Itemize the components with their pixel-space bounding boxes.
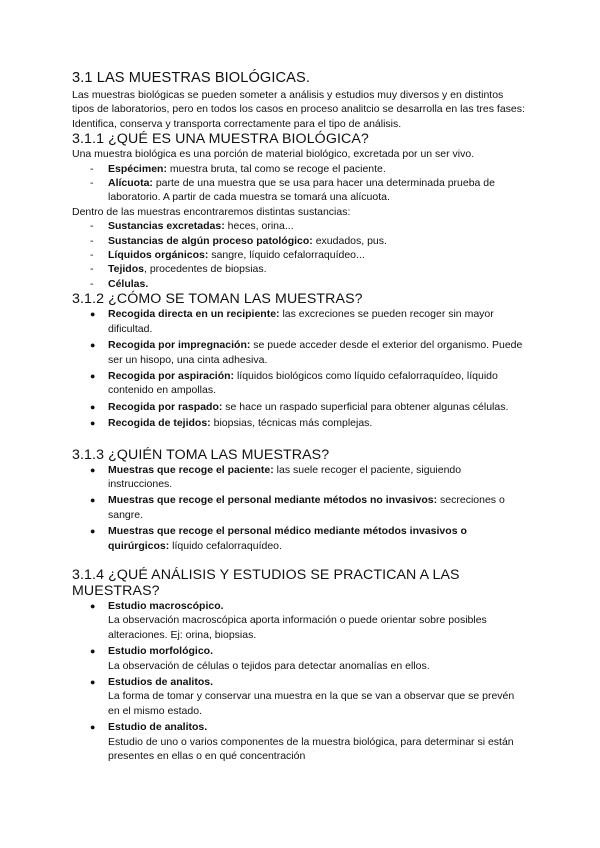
definition: líquido cefalorraquídeo. [169,539,282,552]
section-title-3-1: 3.1 LAS MUESTRAS BIOLÓGICAS. [72,70,310,86]
term: Alícuota: [108,177,153,190]
term: Recogida por raspado: [108,400,223,413]
definition: se puede acceder desde el exterior del organismo. Puede ser un hisopo, una cinta adhesiva. [108,339,523,366]
definition: parte de una muestra que se usa para hacer una determinada prueba de laboratorio. A partir de cada muestra se tomará una alícuota. [108,177,495,204]
bullet-icon: ● [90,646,96,657]
list-item [72,493,528,522]
list-item [72,162,528,176]
section-title-3-1-3: 3.1.3 ¿QUIÉN TOMA LAS MUESTRAS? [72,446,330,463]
dash-marker: - [90,177,94,190]
list-item [72,277,528,291]
list-item [72,416,528,430]
list-item [72,644,528,673]
document-page [72,70,528,765]
dash-marker: - [90,277,94,290]
term: Muestras que recoge el paciente: [108,463,274,476]
list-item [72,338,528,367]
definition: heces, orina... [224,220,294,233]
spacer [72,555,528,567]
bullet-icon: ● [90,677,96,687]
term: Líquidos orgánicos: [108,249,209,262]
definition: muestra bruta, tal como se recoge el paciente. [166,162,386,175]
definition: líquidos biológicos como líquido cefalorraquídeo, líquido contenido en ampollas. [108,369,498,397]
list-item [72,463,528,492]
definition: las excreciones se pueden recoger sin mayor dificultad. [108,308,494,335]
section-title-3-1-1: 3.1.1 ¿QUÉ ES UNA MUESTRA BIOLÓGICA? [72,131,369,148]
dash-list [72,162,528,205]
bullet-icon: ● [90,722,96,733]
paragraph: Identifica, conserva y transporta correctamente para el tipo de análisis. [72,117,402,130]
list-item [72,176,528,205]
definition: Estudio de uno o varios componentes de la muestra biológica, para determinar si están presentes en ellas o en qué concentración [108,735,514,763]
bullet-icon: ● [90,600,96,611]
bullet-icon: ● [90,495,96,506]
definition: , procedentes de biopsias. [143,263,267,276]
dash-marker: - [90,263,94,276]
definition: sangre, líquido cefalorraquídeo... [208,249,365,262]
definition: La observación macroscópica aporta información o puede orientar sobre posibles alteraciones. Ej: orina, biopsias. [108,614,487,641]
bullet-icon: ● [90,340,96,351]
paragraph: Las muestras biológicas se pueden someter a análisis y estudios muy diversos y en distintos tipos de laboratorios, pero en todos los casos en proceso analitcio se desarrolla en las tres fases: [72,89,525,116]
spacer [72,433,528,447]
list-item [72,369,528,398]
dash-marker: - [90,234,94,247]
list-item [72,262,528,276]
list-item [72,675,528,718]
term: Estudios de analitos. [108,676,214,688]
list-item [72,720,528,763]
term: Muestras que recoge el personal médico mediante métodos invasivos o quirúrgicos: [108,525,467,552]
paragraph: Dentro de las muestras encontraremos distintas sustancias: [72,205,351,218]
definition: La forma de tomar y conservar una muestra en la que se van a observar que se prevén en el mismo estado. [108,690,515,717]
bullet-icon: ● [90,370,96,381]
bullet-list [72,463,528,553]
bullet-icon: ● [90,418,96,429]
bullet-icon: ● [90,464,96,475]
list-item [72,234,528,248]
list-item [72,524,528,553]
list-item [72,219,528,233]
term: Recogida directa en un recipiente: [108,308,280,321]
bullet-icon: ● [90,526,96,537]
paragraph: Una muestra biológica es una porción de material biológico, excretada por un ser vivo. [72,148,475,161]
definition: secreciones o sangre. [108,494,505,521]
list-item [72,307,528,336]
term: Células. [108,277,149,290]
term: Estudio de analitos. [108,721,208,734]
dash-marker: - [90,220,94,233]
definition: exudados, pus. [312,234,387,247]
dash-list [72,219,528,291]
definition: se hace un raspado superficial para obtener algunas células. [222,400,509,413]
bullet-list [72,307,528,430]
definition: biopsias, técnicas más complejas. [210,417,373,430]
term: Estudio morfológico. [108,645,213,658]
term: Muestras que recoge el personal mediante métodos no invasivos: [108,494,438,507]
list-item [72,248,528,262]
dash-marker: - [90,162,94,175]
section-title-3-1-2: 3.1.2 ¿CÓMO SE TOMAN LAS MUESTRAS? [72,291,363,308]
term: Sustancias excretadas: [108,220,225,233]
list-item [72,599,528,642]
term: Estudio macroscópico. [108,599,224,612]
term: Recogida por aspiración: [108,369,235,382]
bullet-list [72,599,528,763]
definition: las suele recoger el paciente, siguiendo instrucciones. [108,463,462,490]
bullet-icon: ● [90,309,96,320]
dash-marker: - [90,249,94,262]
term: Recogida de tejidos: [108,417,211,430]
term: Sustancias de algún proceso patológico: [108,234,313,247]
term: Recogida por impregnación: [108,339,251,352]
list-item [72,400,528,414]
term: Tejidos [108,263,144,276]
term: Espécimen: [108,162,167,175]
bullet-icon: ● [90,401,96,412]
section-title-3-1-4: 3.1.4 ¿QUÉ ANÁLISIS Y ESTUDIOS SE PRACTICAN A LAS MUESTRAS? [72,566,460,599]
definition: La observación de células o tejidos para detectar anomalías en ellos. [108,659,430,672]
